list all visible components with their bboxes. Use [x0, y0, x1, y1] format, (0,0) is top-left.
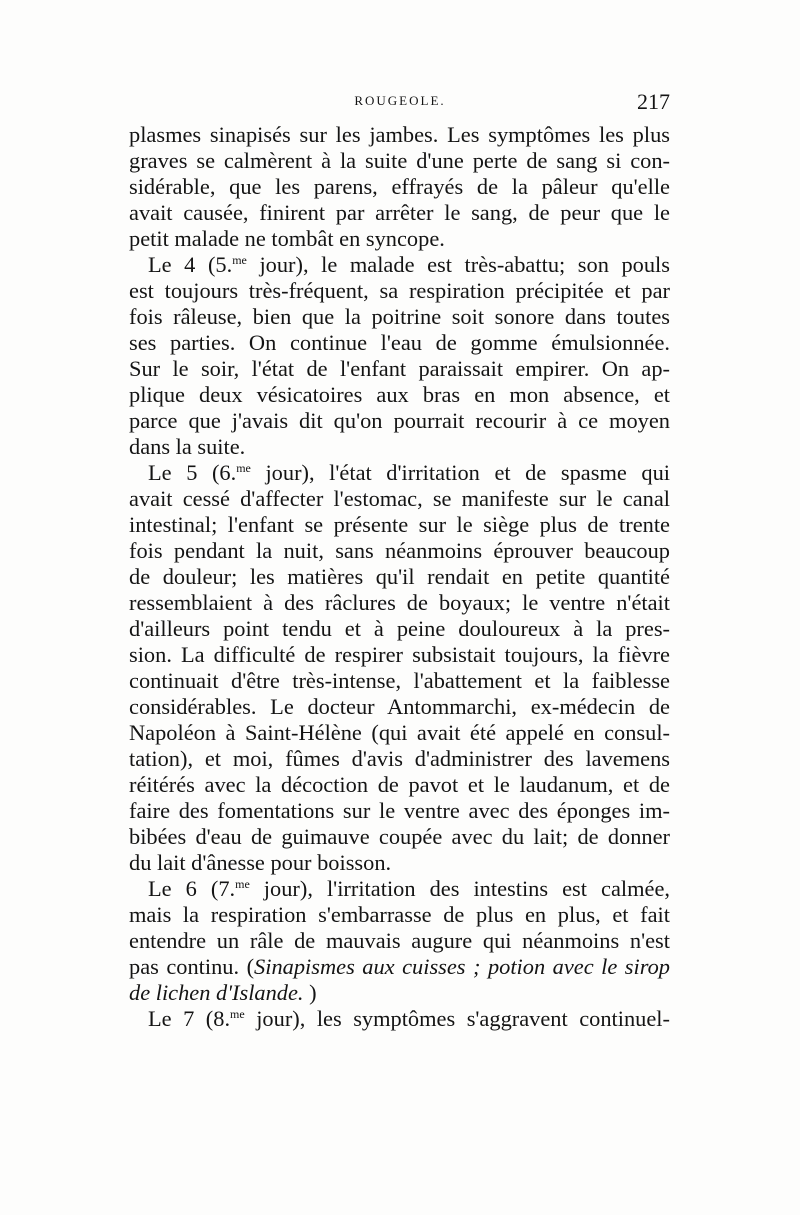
italic-text: Sinapismes aux cuisses ; potion avec le sirop [254, 954, 670, 979]
text-line: fois pendant la nuit, sans néanmoins éprouver beaucoup [129, 538, 670, 563]
text-line: d'ailleurs point tendu et à peine douloureux à la pres- [129, 616, 670, 641]
text-line: du lait d'ânesse pour boisson. [129, 850, 392, 875]
running-title: ROUGEOLE. [354, 93, 446, 108]
superscript: me [236, 461, 251, 475]
text-line: plique deux vésicatoires aux bras en mon absence, et [129, 382, 670, 407]
text-line: entendre un râle de mauvais augure qui néanmoins n'est [129, 928, 670, 953]
text-line: graves se calmèrent à la suite d'une perte de sang si con- [129, 148, 670, 173]
line-text: jour), les symptômes s'aggravent continuel- [244, 1006, 670, 1031]
text-line: considérables. Le docteur Antommarchi, ex-médecin de [129, 694, 670, 719]
text-line: tation), et moi, fûmes d'avis d'administrer des lavemens [129, 746, 670, 771]
line-text: Le 6 (7. [148, 876, 236, 901]
line-text: ) [303, 980, 317, 1005]
text-line [129, 954, 670, 980]
text-line: faire des fomentations sur le ventre avec des éponges im- [129, 798, 670, 823]
text-line: sidérable, que les parens, effrayés de la pâleur qu'elle [129, 174, 670, 199]
text-line: réitérés avec la décoction de pavot et le laudanum, et de [129, 772, 670, 797]
superscript: me [230, 1007, 245, 1021]
superscript: me [232, 253, 247, 267]
text-line: avait cessé d'affecter l'estomac, se manifeste sur le canal [129, 486, 670, 511]
text-line [129, 460, 670, 486]
text-line: mais la respiration s'embarrasse de plus en plus, et fait [129, 902, 670, 927]
italic-text: de lichen d'Islande. [129, 980, 304, 1005]
text-line: ses parties. On continue l'eau de gomme émulsionnée. [129, 330, 670, 355]
text-line: Sur le soir, l'état de l'enfant paraissait empirer. On ap- [129, 356, 670, 381]
text-line: dans la suite. [129, 434, 246, 459]
body-text [129, 122, 670, 1032]
line-text: jour), le malade est très-abattu; son pouls [246, 252, 670, 277]
text-line: Napoléon à Saint-Hélène (qui avait été appelé en consul- [129, 720, 670, 745]
text-line: avait causée, finirent par arrêter le sang, de peur que le [129, 200, 670, 225]
line-text: Le 5 (6. [148, 460, 237, 485]
page-header [130, 89, 670, 119]
text-line [129, 252, 670, 278]
text-line: continuait d'être très-intense, l'abattement et la faiblesse [129, 668, 670, 693]
text-line [129, 980, 670, 1006]
page-number: 217 [637, 89, 670, 114]
text-line: sion. La difficulté de respirer subsistait toujours, la fièvre [129, 642, 670, 667]
line-text: Le 4 (5. [148, 252, 233, 277]
text-line: est toujours très-fréquent, sa respiration précipitée et par [129, 278, 670, 303]
text-line [129, 876, 670, 902]
line-text: Le 7 (8. [148, 1006, 231, 1031]
text-line: bibées d'eau de guimauve coupée avec du lait; de donner [129, 824, 670, 849]
text-line: plasmes sinapisés sur les jambes. Les symptômes les plus [129, 122, 670, 147]
text-line: parce que j'avais dit qu'on pourrait recourir à ce moyen [129, 408, 670, 433]
line-text: jour), l'état d'irritation et de spasme qui [250, 460, 670, 485]
superscript: me [235, 877, 250, 891]
text-line: intestinal; l'enfant se présente sur le siège plus de trente [129, 512, 670, 537]
text-line: petit malade ne tombât en syncope. [129, 226, 445, 251]
text-line: de douleur; les matières qu'il rendait en petite quantité [129, 564, 670, 589]
text-line [129, 1006, 670, 1032]
line-text: pas continu. ( [129, 954, 255, 979]
text-line: fois râleuse, bien que la poitrine soit sonore dans toutes [129, 304, 670, 329]
text-line: ressemblaient à des râclures de boyaux; le ventre n'était [129, 590, 670, 615]
line-text: jour), l'irritation des intestins est calmée, [249, 876, 670, 901]
